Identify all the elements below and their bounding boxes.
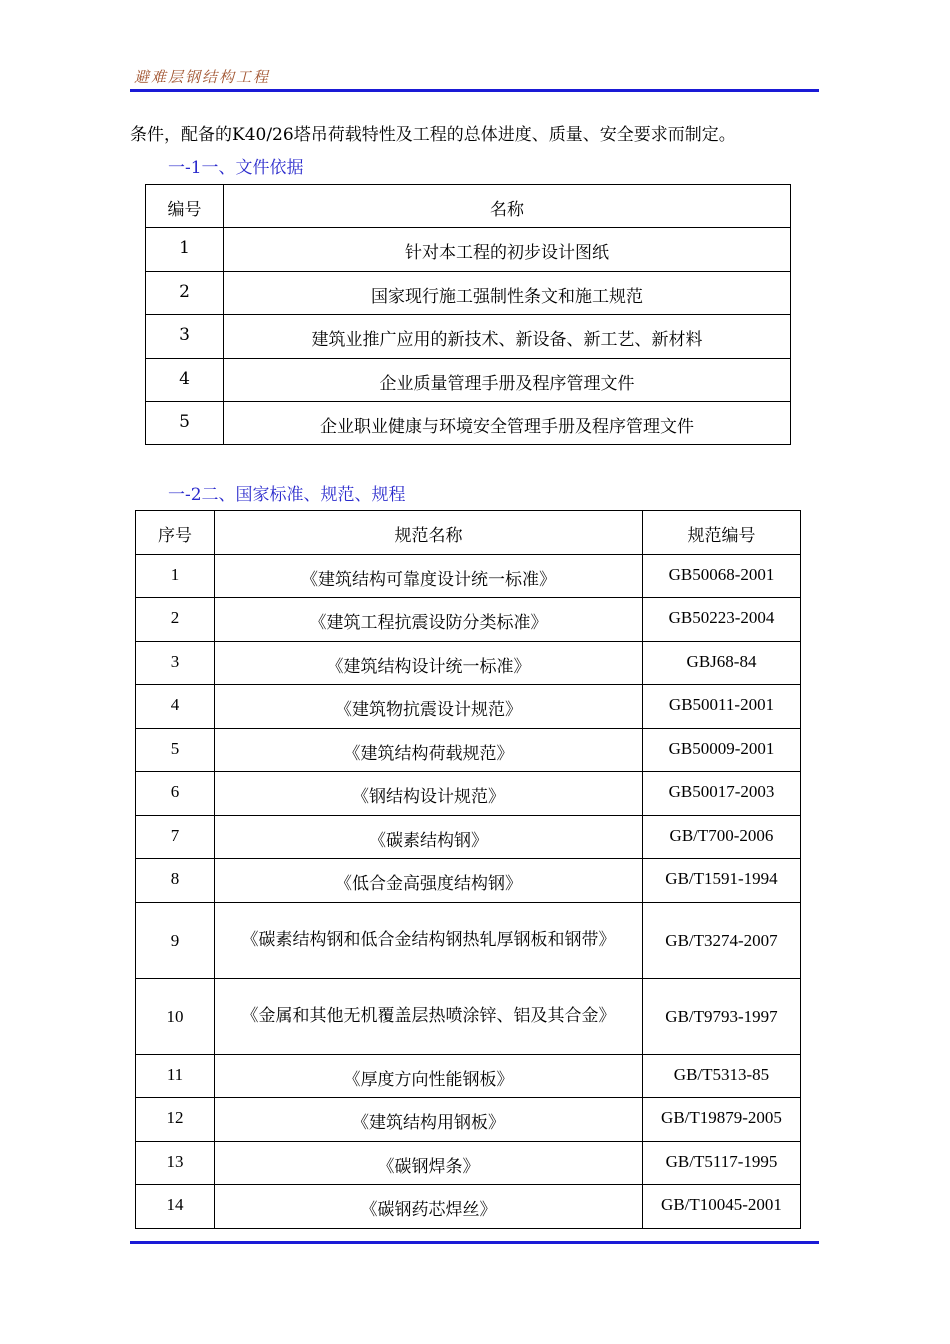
table-row: [136, 902, 801, 978]
table-row: [136, 859, 801, 903]
table-row: [146, 228, 791, 271]
row-number: 2: [136, 598, 215, 642]
standard-name: 《建筑物抗震设计规范》: [215, 685, 643, 729]
row-number: 4: [146, 358, 224, 401]
row-number: 9: [136, 902, 215, 978]
standard-name: 《碳钢药芯焊丝》: [215, 1185, 643, 1229]
row-number: 4: [136, 685, 215, 729]
standard-code: GB50223-2004: [643, 598, 801, 642]
table-row: [136, 641, 801, 685]
table-row: [136, 772, 801, 816]
row-number: 14: [136, 1185, 215, 1229]
row-number: 8: [136, 859, 215, 903]
standard-code: GB50011-2001: [643, 685, 801, 729]
row-number: 2: [146, 271, 224, 314]
standard-name: 《碳素结构钢》: [215, 815, 643, 859]
table-row: [136, 598, 801, 642]
standard-code: GB/T9793-1997: [643, 978, 801, 1054]
table-row: [136, 1141, 801, 1185]
standard-code: GB/T5313-85: [643, 1054, 801, 1098]
standard-name: 《钢结构设计规范》: [215, 772, 643, 816]
table-row: [136, 1098, 801, 1142]
table-row: [136, 1054, 801, 1098]
standard-code: GB50068-2001: [643, 554, 801, 598]
row-number: 13: [136, 1141, 215, 1185]
section-heading-2: 一-2二、国家标准、规范、规程: [168, 485, 406, 505]
standard-code: GB/T1591-1994: [643, 859, 801, 903]
row-name: 针对本工程的初步设计图纸: [224, 228, 791, 271]
standard-name: 《碳钢焊条》: [215, 1141, 643, 1185]
standard-code: GB50009-2001: [643, 728, 801, 772]
column-header: 规范名称: [215, 511, 643, 555]
row-number: 3: [136, 641, 215, 685]
standard-name: 《建筑工程抗震设防分类标准》: [215, 598, 643, 642]
table-row: [136, 978, 801, 1054]
table-row: [146, 315, 791, 358]
row-name: 国家现行施工强制性条文和施工规范: [224, 271, 791, 314]
standard-name: 《建筑结构可靠度设计统一标准》: [215, 554, 643, 598]
standard-name: 《建筑结构用钢板》: [215, 1098, 643, 1142]
standard-code: GB/T5117-1995: [643, 1141, 801, 1185]
standard-name: 《建筑结构设计统一标准》: [215, 641, 643, 685]
standard-code: GB/T19879-2005: [643, 1098, 801, 1142]
row-name: 企业质量管理手册及程序管理文件: [224, 358, 791, 401]
section-heading-1: 一-1一、文件依据: [168, 158, 304, 178]
standard-name: 《建筑结构荷载规范》: [215, 728, 643, 772]
table-header-row: [136, 511, 801, 555]
row-number: 5: [146, 401, 224, 444]
table-row: [136, 1185, 801, 1229]
intro-paragraph: 条件，配备的K40/26塔吊荷载特性及工程的总体进度、质量、安全要求而制定。: [130, 125, 736, 145]
standard-name: 《厚度方向性能钢板》: [215, 1054, 643, 1098]
row-number: 6: [136, 772, 215, 816]
standard-code: GB/T10045-2001: [643, 1185, 801, 1229]
row-number: 12: [136, 1098, 215, 1142]
row-number: 1: [146, 228, 224, 271]
table-row: [136, 815, 801, 859]
standard-code: GB50017-2003: [643, 772, 801, 816]
table-row: [136, 685, 801, 729]
standard-name: 《碳素结构钢和低合金结构钢热轧厚钢板和钢带》: [215, 902, 643, 978]
standards-table: [135, 510, 801, 1229]
column-header: 名称: [224, 185, 791, 228]
standard-code: GB/T700-2006: [643, 815, 801, 859]
row-number: 1: [136, 554, 215, 598]
table-row: [146, 401, 791, 444]
row-number: 7: [136, 815, 215, 859]
row-number: 5: [136, 728, 215, 772]
document-basis-table: [145, 184, 791, 445]
footer-rule: [130, 1241, 819, 1244]
table-row: [136, 554, 801, 598]
table-row: [146, 358, 791, 401]
standard-code: GB/T3274-2007: [643, 902, 801, 978]
column-header: 编号: [146, 185, 224, 228]
row-number: 10: [136, 978, 215, 1054]
header-title: 避难层钢结构工程: [134, 68, 271, 86]
table-header-row: [146, 185, 791, 228]
table-row: [146, 271, 791, 314]
standard-name: 《金属和其他无机覆盖层热喷涂锌、铝及其合金》: [215, 978, 643, 1054]
column-header: 序号: [136, 511, 215, 555]
standard-code: GBJ68-84: [643, 641, 801, 685]
header-rule: [130, 89, 819, 92]
standard-name: 《低合金高强度结构钢》: [215, 859, 643, 903]
row-name: 建筑业推广应用的新技术、新设备、新工艺、新材料: [224, 315, 791, 358]
row-name: 企业职业健康与环境安全管理手册及程序管理文件: [224, 401, 791, 444]
row-number: 11: [136, 1054, 215, 1098]
table-row: [136, 728, 801, 772]
column-header: 规范编号: [643, 511, 801, 555]
row-number: 3: [146, 315, 224, 358]
